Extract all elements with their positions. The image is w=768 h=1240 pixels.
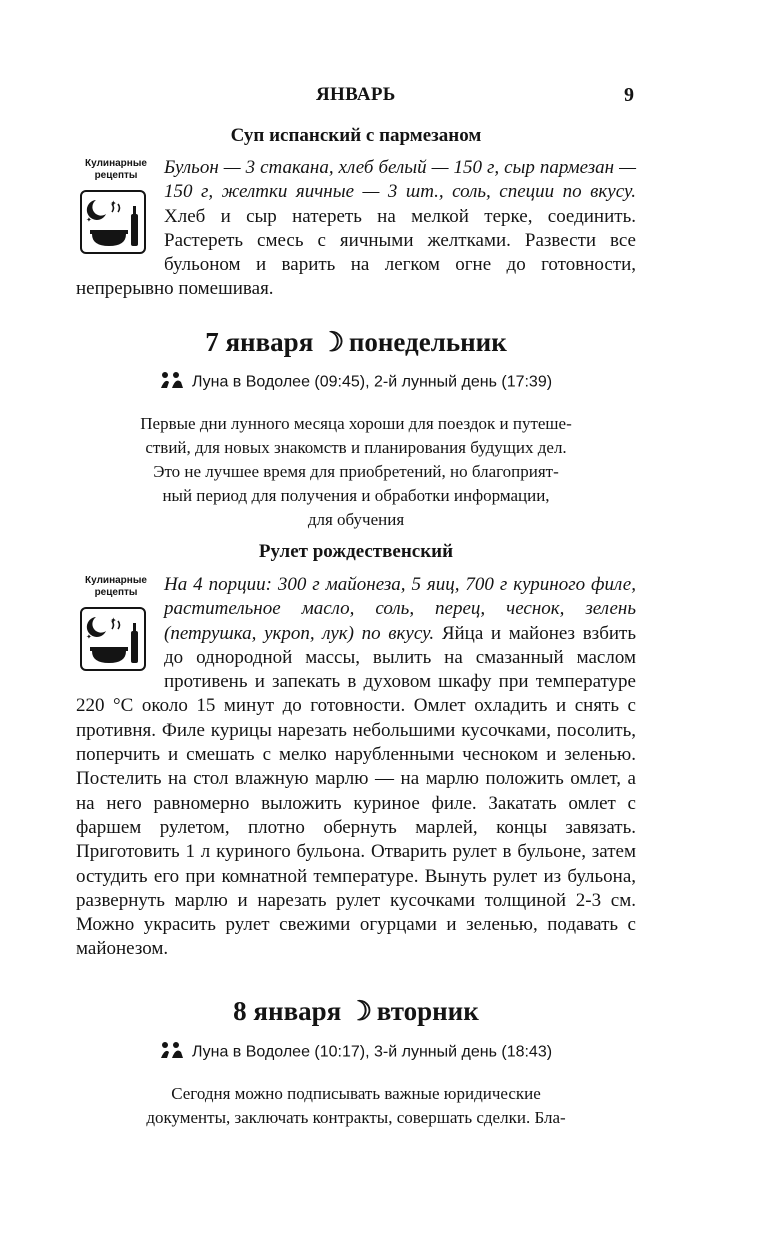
culinary-recipes-badge bbox=[76, 573, 156, 685]
recipe-title-soup: Суп испанский с пармезаном bbox=[230, 125, 482, 146]
svg-text:✦: ✦ bbox=[86, 633, 92, 641]
day-heading-jan-8 bbox=[76, 996, 636, 1027]
svg-text:✦: ✦ bbox=[110, 199, 117, 208]
recipe-roll bbox=[76, 573, 636, 962]
moon-info-jan-8 bbox=[76, 1041, 636, 1064]
recipe-roll-ingredients: На 4 порции: 300 г майонеза, 5 яиц, 700 г куриного филе, растительное масло, соль, перец, чеснок, зелень (петрушка, укроп, лук) по вкусу. bbox=[164, 574, 636, 644]
moon-info-text: Луна в Водолее (10:17), 3-й лунный день (18:43) bbox=[191, 1043, 553, 1061]
cooking-pot-moon-icon bbox=[80, 190, 146, 254]
description-line: Сегодня можно подписывать важные юридические bbox=[171, 1084, 541, 1103]
svg-text:✦: ✦ bbox=[110, 616, 117, 625]
svg-text:✦: ✦ bbox=[86, 216, 92, 224]
description-line: документы, заключать контракты, совершать сделки. Бла- bbox=[146, 1108, 566, 1127]
day-date: 8 января bbox=[233, 996, 342, 1026]
description-line: ный период для получения и обработки информации, bbox=[162, 486, 550, 505]
day-description-jan-7 bbox=[76, 412, 636, 532]
culinary-recipes-label: Кулинарные рецепты bbox=[85, 158, 147, 181]
waxing-moon-icon: ☽ bbox=[320, 327, 345, 357]
day-date: 7 января bbox=[205, 327, 314, 357]
people-pictogram-icon bbox=[160, 371, 188, 394]
recipe-roll-instructions: Яйца и майонез взбить до однородной массы, вылить на смазанный маслом противень и запекать в духовом шкафу при температуре 220 °С около 15 минут до готовности. Омлет охладить и снять с противня. Филе курицы нарезать небольшими кусочками, посолить, поперчить и смешать с мелко нарубленными чесноком и зеленью. Постелить на стол влажную марлю — на марлю положить омлет, а на него равномерно выложить куриное филе. Закатать омлет с фаршем рулетом, плотно обернуть марлей, концы завязать. Приготовить 1 л куриного бульона. Отварить рулет в бульоне, затем остудить его при комнатной температуре. Вынуть рулет из бульона, развернуть марлю и нарезать рулет кусочками толщиной 2-3 см. Можно украсить рулет свежими огурцами и зеленью, подавать с майонезом. bbox=[76, 622, 636, 960]
page-header bbox=[76, 84, 636, 108]
day-weekday: вторник bbox=[376, 996, 479, 1026]
recipe-soup-ingredients: Бульон — 3 стакана, хлеб белый — 150 г, сыр пармезан — 150 г, желтки яичные — 3 шт., соль, специи по вкусу. bbox=[164, 157, 636, 203]
waxing-moon-icon: ☽ bbox=[348, 996, 373, 1026]
description-line: Это не лучшее время для приобретений, но благоприят- bbox=[153, 462, 559, 481]
moon-info-text: Луна в Водолее (09:45), 2-й лунный день (17:39) bbox=[191, 373, 553, 391]
running-head-month: ЯНВАРЬ bbox=[316, 84, 396, 105]
book-page bbox=[76, 0, 636, 1240]
day-heading-jan-7 bbox=[76, 327, 636, 358]
culinary-recipes-badge bbox=[76, 156, 156, 268]
recipe-soup bbox=[76, 156, 636, 302]
culinary-recipes-label: Кулинарные рецепты bbox=[85, 575, 147, 598]
description-line: для обучения bbox=[307, 510, 405, 529]
recipe-soup-text bbox=[76, 156, 636, 302]
moon-info-jan-7 bbox=[76, 371, 636, 394]
people-pictogram-icon bbox=[160, 1041, 188, 1064]
description-line: Первые дни лунного месяца хороши для поездок и путеше- bbox=[140, 414, 572, 433]
recipe-roll-text bbox=[76, 573, 636, 962]
cooking-pot-moon-icon bbox=[80, 607, 146, 671]
day-description-jan-8 bbox=[76, 1082, 636, 1130]
recipe-title-roll: Рулет рождественский bbox=[258, 541, 454, 562]
description-line: ствий, для новых знакомств и планирования будущих дел. bbox=[145, 438, 567, 457]
day-weekday: понедельник bbox=[348, 327, 507, 357]
page-number: 9 bbox=[624, 84, 634, 106]
recipe-soup-instructions: Хлеб и сыр натереть на мелкой терке, соединить. Растереть смесь с яичными желтками. Развести все бульоном и варить на легком огне до готовности, непрерывно помешивая. bbox=[76, 205, 636, 300]
